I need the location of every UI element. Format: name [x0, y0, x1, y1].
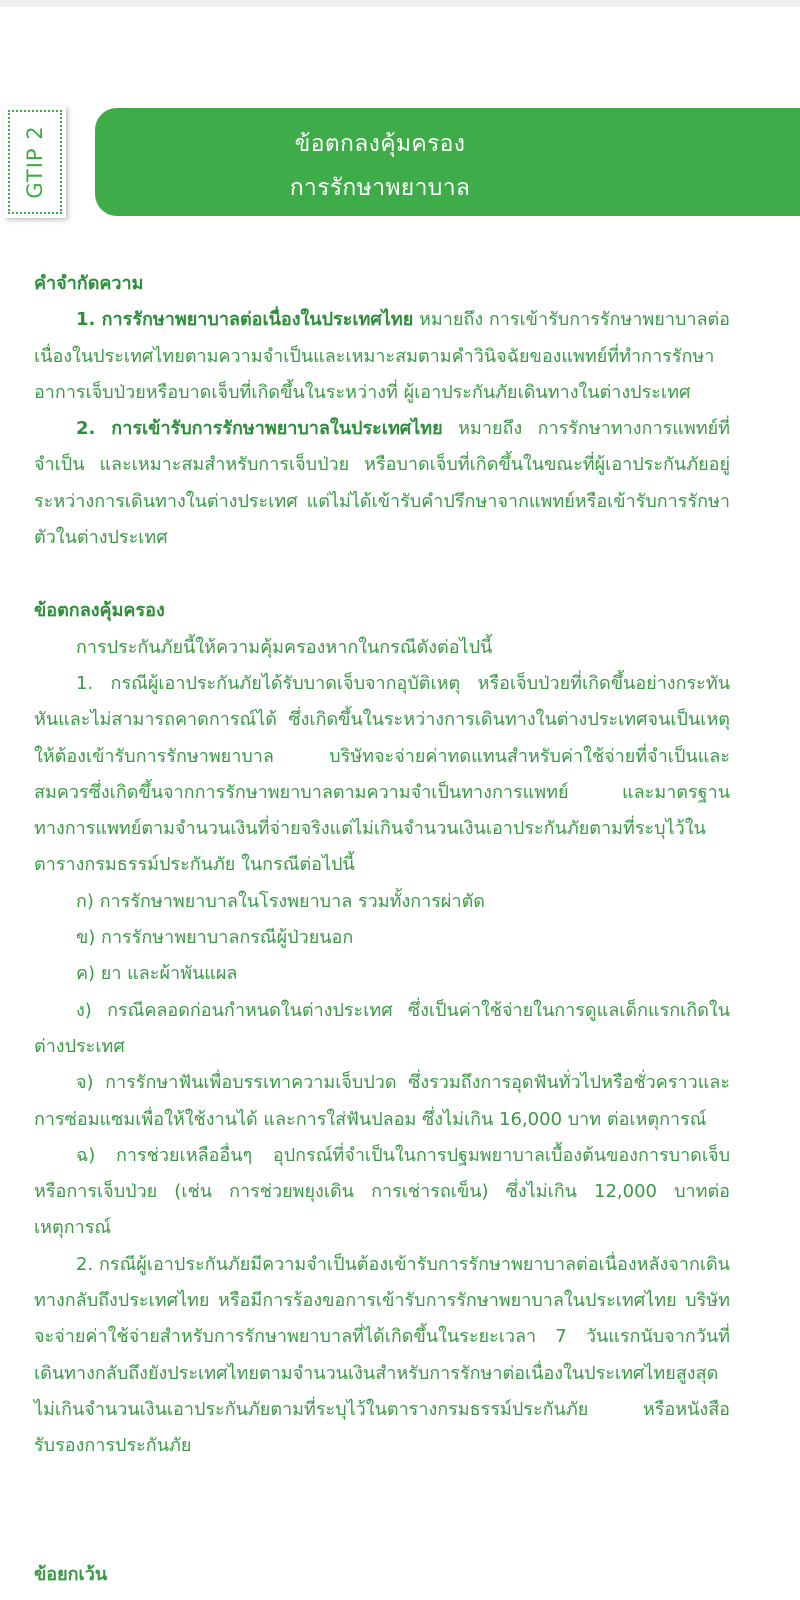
- document-body: [34, 266, 730, 1465]
- coverage-sub-a: ก) การรักษาพยาบาลในโรงพยาบาล รวมทั้งการผ่าตัด: [76, 890, 485, 912]
- section-tab: [4, 106, 66, 218]
- coverage-sub-e: จ) การรักษาฟันเพื่อบรรเทาความเจ็บปวด ซึ่งรวมถึงการอุดฟันทั่วไปหรือชั่วคราวและการซ่อมแซมเพื่อให้ใช้งานได้ และการใส่ฟันปลอม ซึ่งไม่เกิน 16,000 บาท ต่อเหตุการณ์: [34, 1072, 730, 1130]
- definition-text-2: หมายถึง การรักษาทางการแพทย์ที่จำเป็น และเหมาะสมสำหรับการเจ็บป่วย หรือบาดเจ็บที่เกิดขึ้นในขณะที่ผู้เอาประกันภัยอยู่ระหว่างการเดินทางในต่างประเทศ แต่ไม่ได้เข้ารับคำปรึกษาจากแพทย์หรือเข้ารับการรักษาตัวในต่างประเทศ: [34, 418, 730, 549]
- top-strip: [0, 0, 800, 7]
- coverage-clause-1: 1. กรณีผู้เอาประกันภัยได้รับบาดเจ็บจากอุบัติเหตุ หรือเจ็บป่วยที่เกิดขึ้นอย่างกระทันหันและไม่สามารถคาดการณ์ได้ ซึ่งเกิดขึ้นในระหว่างการเดินทางในต่างประเทศจนเป็นเหตุให้ต้องเข้ารับการรักษาพยาบาล บริษัทจะจ่ายค่าทดแทนสำหรับค่าใช้จ่ายที่จำเป็นและสมควรซึ่งเกิดขึ้นจากการรักษาพยาบาลตามความจำเป็นทางการแพทย์ และมาตรฐานทางการแพทย์ตามจำนวนเงินที่จ่ายจริงแต่ไม่เกินจำนวนเงินเอาประกันภัยตามที่ระบุไว้ในตารางกรมธรรม์ประกันภัย ในกรณีต่อไปนี้: [34, 672, 730, 876]
- section-tab-label: GTIP 2: [23, 125, 47, 199]
- coverage-sub-c: ค) ยา และผ้าพันแผล: [76, 963, 238, 985]
- next-section-heading: ข้อยกเว้น: [34, 1564, 108, 1585]
- page-title-line2: การรักษาพยาบาล: [289, 175, 471, 201]
- definitions-heading: คำจำกัดความ: [34, 273, 144, 294]
- coverage-intro: การประกันภัยนี้ให้ความคุ้มครองหากในกรณีดังต่อไปนี้: [76, 636, 493, 658]
- definition-item-1: [34, 302, 730, 411]
- definition-text-1: หมายถึง การเข้ารับการรักษาพยาบาลต่อเนื่องในประเทศไทยตามความจำเป็นและเหมาะสมตามคำวินิจฉัยของแพทย์ที่ทำการรักษาอาการเจ็บป่วยหรือบาดเจ็บที่เกิดขึ้นในระหว่างที่ ผู้เอาประกันภัยเดินทางในต่างประเทศ: [34, 309, 730, 403]
- definition-item-2: [34, 411, 730, 556]
- definition-term-2: 2. การเข้ารับการรักษาพยาบาลในประเทศไทย: [76, 418, 443, 440]
- coverage-sub-d: ง) กรณีคลอดก่อนกำหนดในต่างประเทศ ซึ่งเป็นค่าใช้จ่ายในการดูแลเด็กแรกเกิดในต่างประเทศ: [34, 999, 730, 1057]
- coverage-sub-f: ฉ) การช่วยเหลืออื่นๆ อุปกรณ์ที่จำเป็นในการปฐมพยาบาลเบื้องต้นของการบาดเจ็บหรือการเจ็บป่วย (เช่น การช่วยพยุงเดิน การเช่ารถเข็น) ซึ่งไม่เกิน 12,000 บาทต่อเหตุการณ์: [34, 1144, 730, 1239]
- coverage-sub-b: ข) การรักษาพยาบาลกรณีผู้ป่วยนอก: [76, 927, 354, 949]
- page-title-line1: ข้อตกลงคุ้มครอง: [294, 131, 466, 157]
- coverage-clause-2: 2. กรณีผู้เอาประกันภัยมีความจำเป็นต้องเข้ารับการรักษาพยาบาลต่อเนื่องหลังจากเดินทางกลับถึงประเทศไทย หรือมีการร้องขอการเข้ารับการรักษาพยาบาลในประเทศไทย บริษัทจะจ่ายค่าใช้จ่ายสำหรับการรักษาพยาบาลที่ได้เกิดขึ้นในระยะเวลา 7 วันแรกนับจากวันที่เดินทางกลับถึงยังประเทศไทยตามจำนวนเงินสำหรับการรักษาต่อเนื่องในประเทศไทยสูงสุดไม่เกินจำนวนเงินเอาประกันภัยตามที่ระบุไว้ในตารางกรมธรรม์ประกันภัย หรือหนังสือรับรองการประกันภัย: [34, 1253, 730, 1457]
- definition-term-1: 1. การรักษาพยาบาลต่อเนื่องในประเทศไทย: [76, 309, 414, 331]
- section-gap: [34, 556, 730, 593]
- coverage-heading: ข้อตกลงคุ้มครอง: [34, 600, 165, 622]
